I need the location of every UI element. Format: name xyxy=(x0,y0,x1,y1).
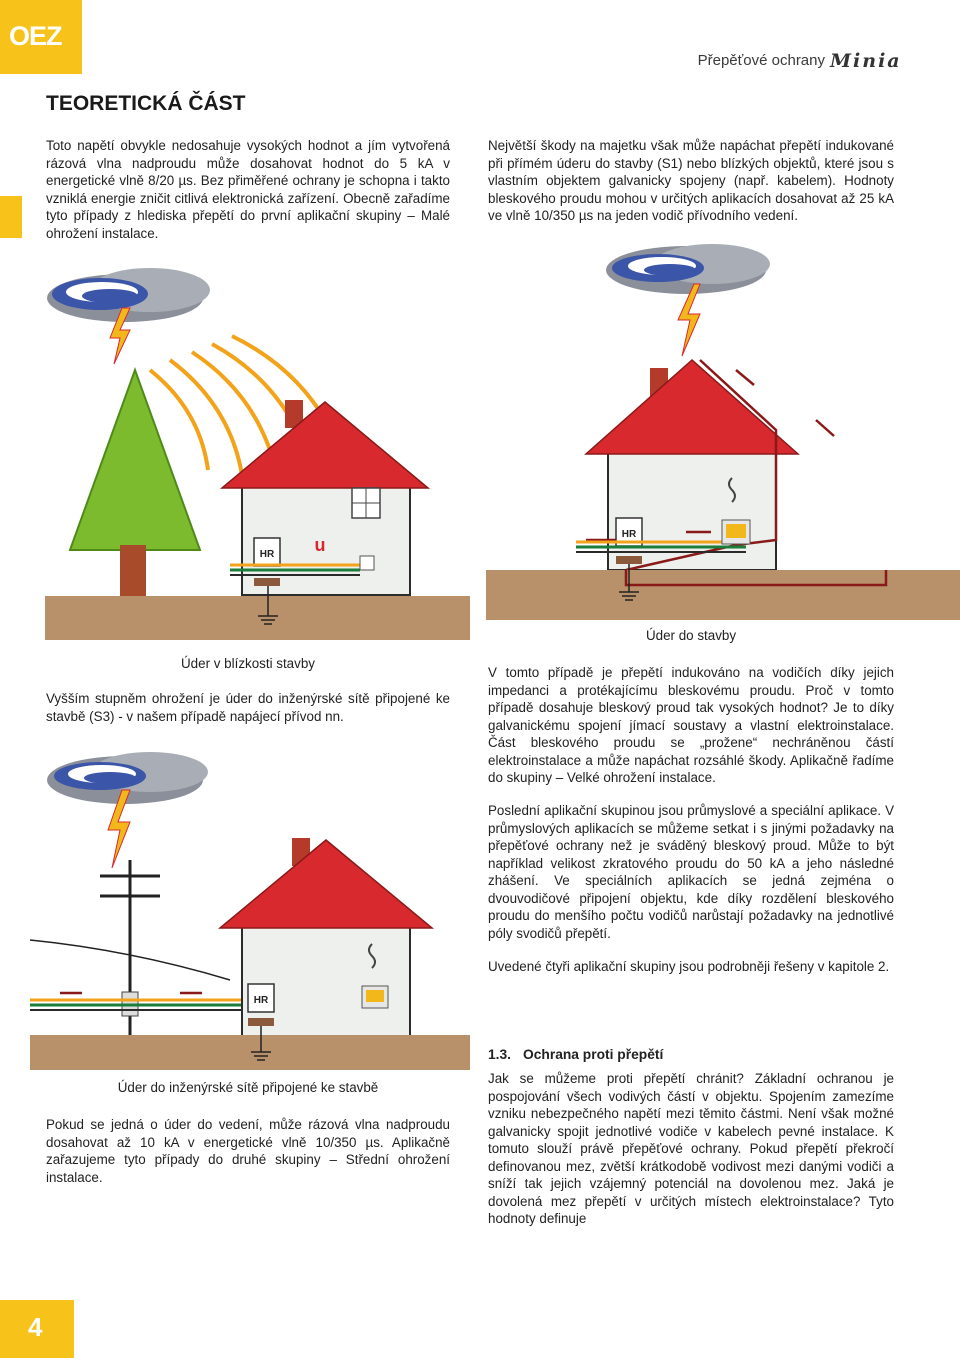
page-number-box xyxy=(0,1300,74,1358)
figure-strike-on-utility-line xyxy=(30,750,470,1070)
paragraph-direct-strike: Největší škody na majetku však může napáchat přepětí indukované při přímém úderu do stavby (S1) nebo blízkých objektů, které jsou s vlastním objektem galvanicky spojeny (např. kabelem). Hodnoty bleskového proudu mohou v určitých aplikacích dosahovat až 25 kA ve vlně 10/350 µs na jeden vodič přívodního vedení. xyxy=(488,138,894,223)
header-brand: Minia xyxy=(830,50,902,72)
fig1-u-label: u xyxy=(314,535,326,555)
house-icon xyxy=(222,400,428,595)
fig2-hr-label: HR xyxy=(621,529,637,540)
brand-logo: OEZ xyxy=(9,21,62,51)
section-title: TEORETICKÁ ČÁST xyxy=(46,92,246,115)
subsection-title: Ochrana proti přepětí xyxy=(523,1047,664,1062)
header-title: Přepěťové ochrany xyxy=(697,52,825,69)
lightning-bolt-icon xyxy=(678,284,700,356)
paragraph-protection: Jak se můžeme proti přepětí chránit? Základní ochranou je pospojování všech vodivých částí v objektu. Spojením zamezíme vzniku nebezpečného napětí mezi těmito částmi. Není však možné galvanicky spojit jednotlivé vodiče v kabelech pevné instalace. K tomuto slouží právě přepěťové ochrany. Pokud přepětí překročí definovanou mez, zvětší krátkodobě vodivost mezi danými vodiči a sníží tak jejich vzájemný potenciál na dovolenou mez. Jaká je dovolená mez přepětí v určitých místech elektroinstalace? Tyto hodnoty definuje xyxy=(488,1071,894,1226)
brand-logo-box xyxy=(0,0,82,74)
paragraph-low-risk: Toto napětí obvykle nedosahuje vysokých hodnot a jím vytvořená rázová vlna nadproudu může dosahovat hodnot do 5 kA v energetické vlně 8/20 µs. Bez přiměřené ochrany je schopna i takto vzniklá energie zničit citlivá elektronická zařízení. Obecně zařadíme tyto případy z hlediska přepětí do první aplikační skupiny – Malé ohrožení instalace. xyxy=(46,138,450,241)
figure-strike-on-building xyxy=(486,240,960,620)
house-icon xyxy=(220,838,432,1037)
paragraph-industrial: Poslední aplikační skupinou jsou průmyslové a speciální aplikace. V průmyslových aplikacích se můžeme setkat i s jinými požadavky na přepěťové ochrany než je sváděný bleskový proud. Může to být například velikost zkratového proudu do 50 kA a jeho následné zhášení. Ve speciálních aplikacích se jedná zejména o dvouvodičové připojení objektu, kde díky rozdělení bleskového proudu do menšího počtu vodičů narůstají požadavky na jednotlivé póly svodičů přepětí. xyxy=(488,803,894,941)
paragraph-higher-risk: Vyšším stupněm ohrožení je úder do inženýrské sítě připojené ke stavbě (S3) - v našem případě napájecí přívod nn. xyxy=(46,691,450,724)
cloud-icon xyxy=(47,268,210,322)
fig3-hr-label: HR xyxy=(253,995,269,1006)
paragraph-groups: Uvedené čtyři aplikační skupiny jsou podrobněji řešeny v kapitole 2. xyxy=(488,959,890,974)
house-icon xyxy=(576,360,834,570)
paragraph-induced: V tomto případě je přepětí indukováno na vodičích díky jejich impedanci a protékajícímu bleskovému proudu. Proč v tomto případě dosahuje bleskový proud tak vysokých hodnot? Je to díky galvanickému spojení jímací soustavy a vlastní elektroinstalace. Část bleskového proudu se „prožene“ nechráněnou částí elektroinstalace a může napáchat rozsáhlé škody. Aplikačně řadíme do skupiny – Velké ohrožení instalace. xyxy=(488,665,894,785)
fig1-hr-label: HR xyxy=(259,549,275,560)
fig3-caption: Úder do inženýrské sítě připojené ke stavbě xyxy=(117,1080,379,1095)
fig1-caption: Úder v blízkosti stavby xyxy=(181,656,315,671)
fig2-caption: Úder do stavby xyxy=(645,628,737,643)
subsection-number: 1.3. xyxy=(488,1047,512,1062)
paragraph-line-strike: Pokud se jedná o úder do vedení, může rázová vlna nadproudu dosahovat až 10 kA v energetické vlně 10/350 µs. Aplikačně zařazujeme tyto případy do druhé skupiny – Střední ohrožení instalace. xyxy=(46,1117,450,1185)
figure-strike-near-building xyxy=(30,260,470,640)
cloud-icon xyxy=(606,244,770,294)
page-number: 4 xyxy=(28,1312,43,1342)
side-accent-mark xyxy=(0,196,22,238)
